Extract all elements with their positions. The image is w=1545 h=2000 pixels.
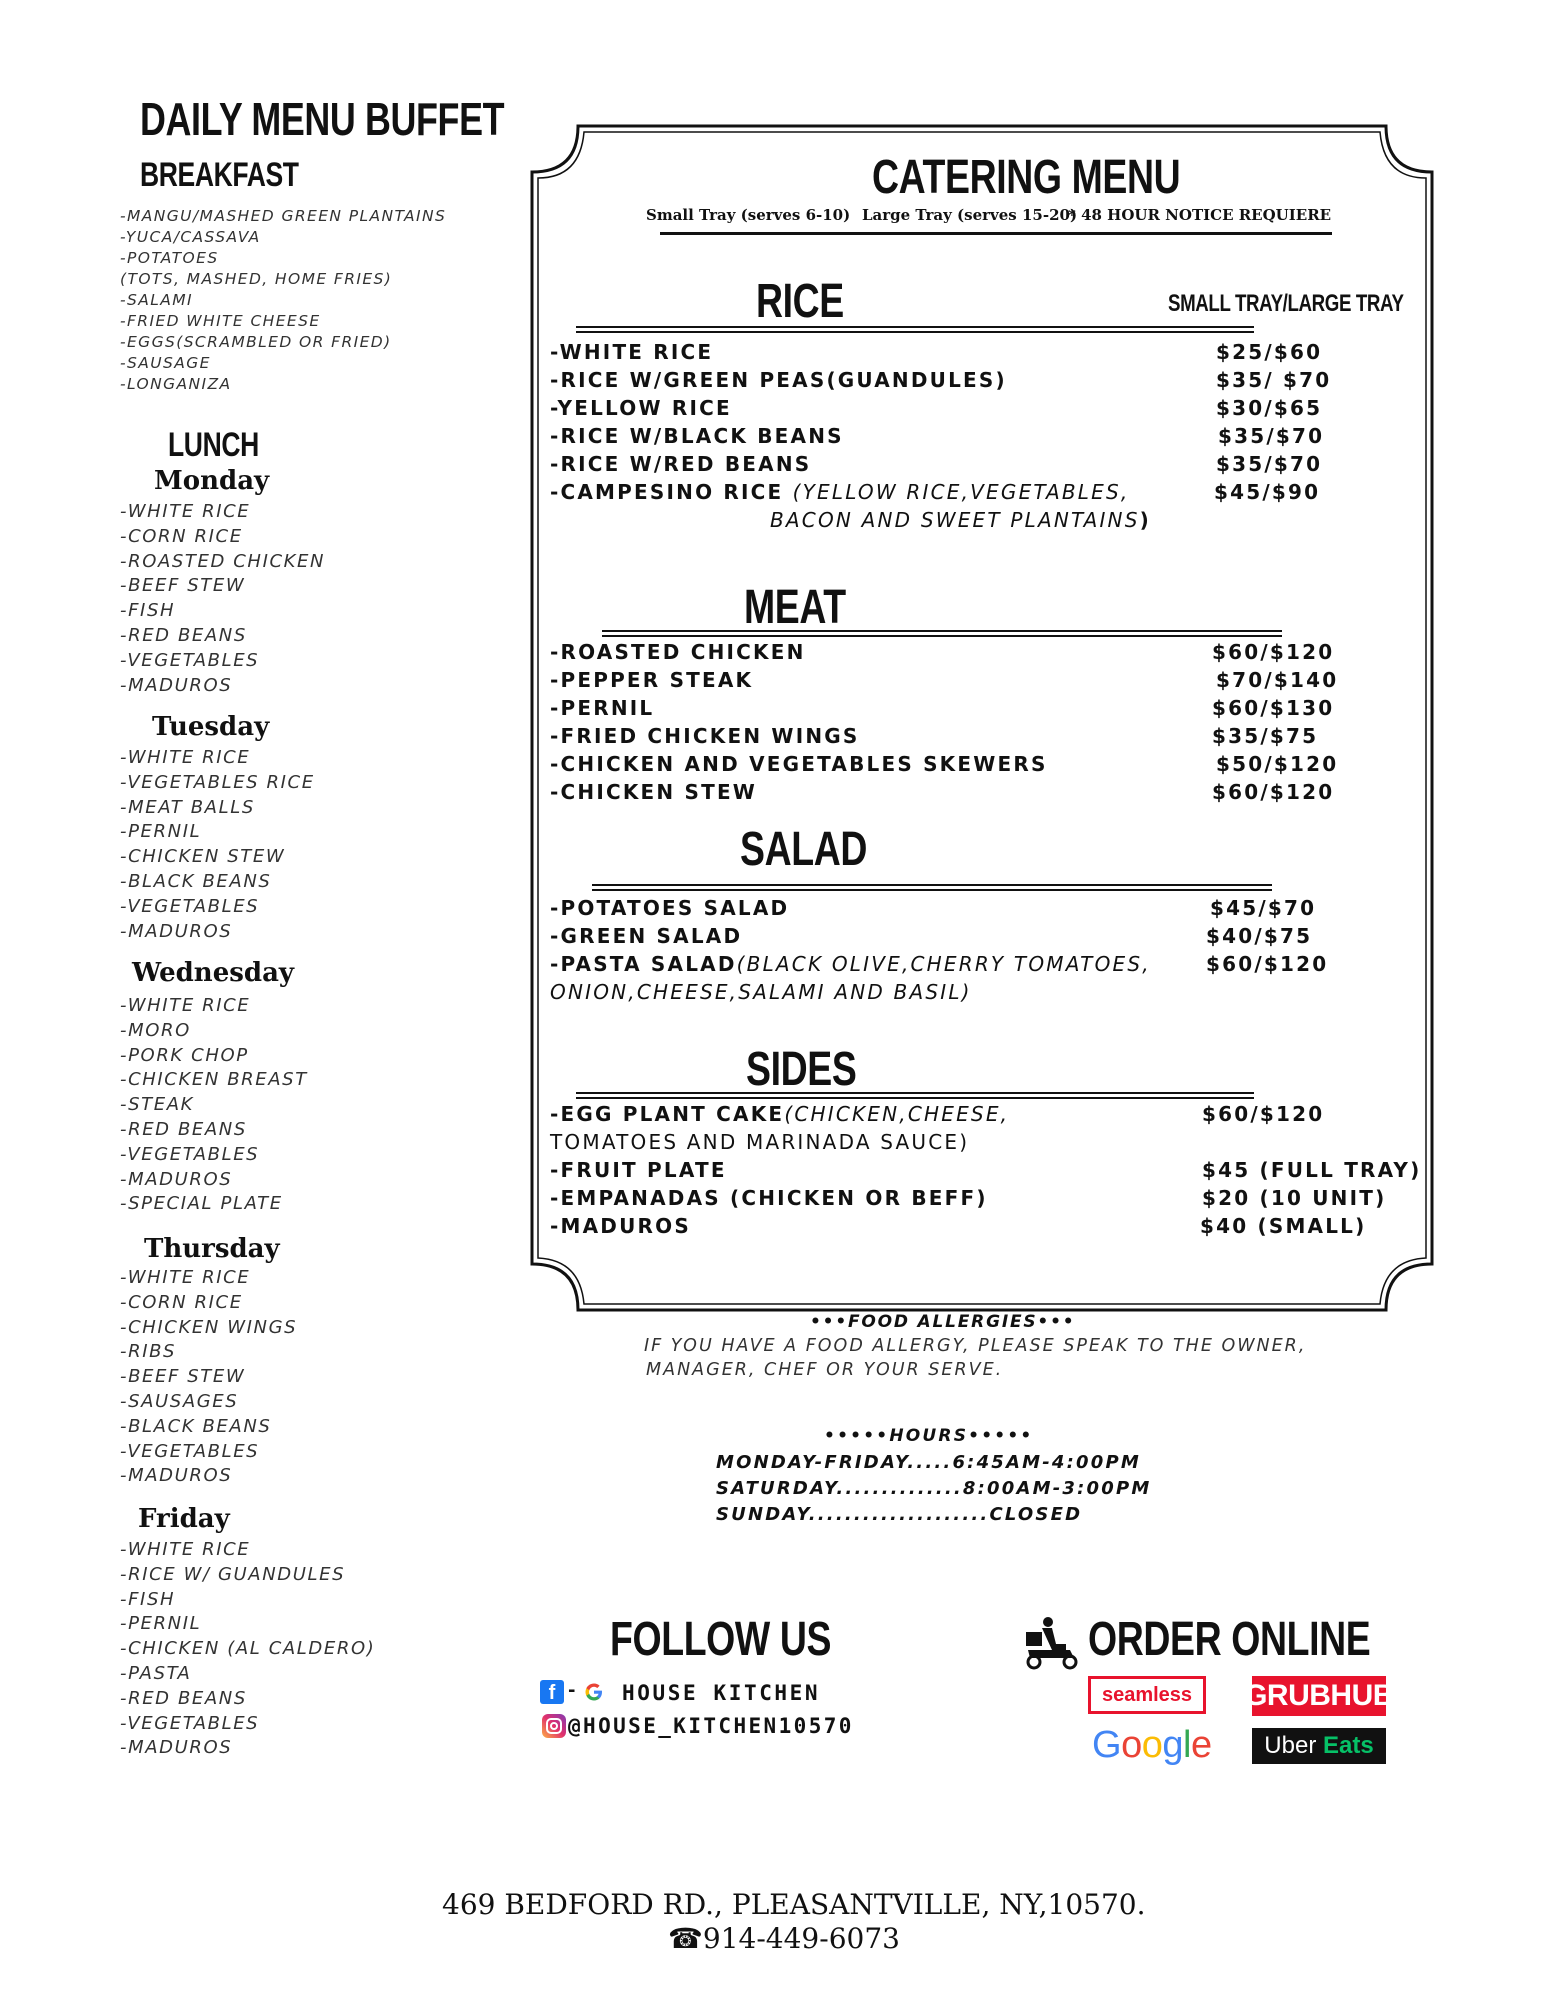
list-item: -LONGANIZA — [120, 375, 232, 393]
daily-menu-title: DAILY MENU BUFFET — [140, 93, 505, 145]
list-item: -ROASTED CHICKEN — [120, 550, 326, 572]
section-title-salad: SALAD — [740, 823, 868, 876]
item-price: $35/$75 — [1212, 724, 1319, 748]
facebook-google-handle[interactable]: HOUSE KITCHEN — [622, 1681, 821, 1705]
google-icon[interactable] — [582, 1680, 606, 1704]
list-item: -WHITE RICE — [120, 995, 251, 1016]
section-rule — [602, 630, 1282, 637]
section-title-meat: MEAT — [744, 581, 846, 634]
section-title-rice: RICE — [756, 275, 844, 328]
item-name-text: -EGG PLANT CAKE — [550, 1102, 785, 1126]
menu-item — [550, 452, 1430, 480]
item-price: $25/$60 — [1216, 340, 1323, 364]
list-item: -RIBS — [120, 1341, 177, 1363]
menu-item — [550, 640, 1430, 668]
item-name: -CHICKEN STEW — [550, 780, 758, 804]
list-item: -WHITE RICE — [120, 501, 251, 522]
menu-item-continued — [550, 980, 1430, 1008]
menu-item — [550, 340, 1430, 368]
item-price: $35/ $70 — [1216, 368, 1332, 392]
delivery-scooter-icon — [1022, 1616, 1082, 1672]
hours-line: SUNDAY....................CLOSED — [716, 1504, 1083, 1525]
menu-item — [550, 752, 1430, 780]
item-price: $35/$70 — [1218, 424, 1325, 448]
item-price: $35/$70 — [1216, 452, 1323, 476]
section-rule — [576, 1092, 1254, 1099]
list-item: -SAUSAGES — [120, 1390, 239, 1412]
list-item: -BLACK BEANS — [120, 870, 272, 892]
list-item: -CHICKEN BREAST — [120, 1069, 308, 1091]
item-name — [550, 480, 1129, 504]
item-name: -RICE W/RED BEANS — [550, 452, 812, 476]
menu-item — [550, 1102, 1430, 1130]
list-item: -WHITE RICE — [120, 747, 251, 768]
allergies-title: •••FOOD ALLERGIES••• — [810, 1312, 1076, 1332]
menu-item — [550, 924, 1430, 952]
list-item: -MADUROS — [120, 1168, 233, 1190]
catering-title: CATERING MENU — [872, 151, 1181, 204]
list-item: -MADUROS — [120, 674, 233, 696]
menu-item — [550, 1186, 1430, 1214]
menu-item — [550, 368, 1430, 396]
list-item: -PERNIL — [120, 1613, 202, 1635]
menu-item — [550, 696, 1430, 724]
list-item: -MADUROS — [120, 920, 233, 942]
uber-text: Uber — [1264, 1732, 1317, 1759]
list-item: -VEGETABLES RICE — [120, 771, 315, 793]
list-item: -WHITE RICE — [120, 1539, 251, 1560]
list-item: -CORN RICE — [120, 1291, 243, 1313]
list-item: -MANGU/MASHED GREEN PLANTAINS — [120, 207, 447, 225]
header-divider — [660, 232, 1332, 235]
menu-item — [550, 896, 1430, 924]
list-item: -SALAMI — [120, 291, 194, 309]
friday-list — [120, 1538, 375, 1761]
item-name — [550, 952, 1151, 976]
item-price: $60/$130 — [1212, 696, 1335, 720]
list-item: -VEGETABLES — [120, 649, 260, 671]
item-price: $70/$140 — [1216, 668, 1339, 692]
menu-item-continued — [770, 508, 1545, 536]
list-item: -VEGETABLES — [120, 895, 260, 917]
list-item: -PERNIL — [120, 821, 202, 843]
footer-address: 469 BEDFORD RD., PLEASANTVILLE, NY,10570. — [442, 1888, 1146, 1921]
list-item: -CORN RICE — [120, 525, 243, 547]
hours-line: MONDAY-FRIDAY.....6:45AM-4:00PM — [716, 1452, 1142, 1473]
list-item: (TOTS, MASHED, HOME FRIES) — [120, 270, 393, 288]
list-item: -BEEF STEW — [120, 1366, 246, 1388]
order-online-title: ORDER ONLINE — [1088, 1613, 1371, 1666]
monday-list — [120, 500, 325, 698]
item-name: -GREEN SALAD — [550, 924, 743, 948]
menu-item — [550, 396, 1430, 424]
hours-title: •••••HOURS••••• — [824, 1426, 1034, 1446]
item-price: $60/$120 — [1212, 780, 1335, 804]
list-item: -FISH — [120, 600, 176, 622]
item-name: -MADUROS — [550, 1214, 691, 1238]
item-name: -ROASTED CHICKEN — [550, 640, 806, 664]
section-title-sides: SIDES — [746, 1043, 857, 1096]
item-name: -PEPPER STEAK — [550, 668, 754, 692]
item-description: (CHICKEN,CHEESE, — [784, 1102, 1010, 1126]
item-description: (YELLOW RICE,VEGETABLES, — [792, 480, 1130, 504]
day-title-friday: Friday — [138, 1504, 230, 1534]
item-description: ONION,CHEESE,SALAMI AND BASIL) — [550, 980, 972, 1004]
grubhub-logo[interactable]: GRUBHUB — [1252, 1676, 1386, 1716]
google-logo[interactable]: Google — [1092, 1724, 1212, 1766]
tray-header: SMALL TRAY/LARGE TRAY — [1168, 290, 1404, 317]
lunch-title: LUNCH — [168, 426, 259, 464]
menu-item — [550, 668, 1430, 696]
list-item: -PORK CHOP — [120, 1044, 249, 1066]
instagram-handle[interactable]: @HOUSE_KITCHEN10570 — [568, 1714, 854, 1738]
tuesday-list — [120, 746, 315, 944]
instagram-icon[interactable] — [542, 1714, 566, 1738]
list-item: -BEEF STEW — [120, 575, 246, 597]
large-tray-note: Large Tray (serves 15-20) — [862, 206, 1078, 224]
day-title-monday: Monday — [154, 466, 270, 496]
list-item: -STEAK — [120, 1094, 195, 1116]
menu-item — [550, 1214, 1430, 1242]
phone-icon: ☎ — [668, 1922, 703, 1955]
item-price: $45/$90 — [1214, 480, 1321, 504]
list-item: -WHITE RICE — [120, 1267, 251, 1288]
wednesday-list — [120, 994, 308, 1217]
item-name: -FRUIT PLATE — [550, 1158, 727, 1182]
item-price: $20 (10 UNIT) — [1202, 1186, 1387, 1210]
breakfast-list — [120, 206, 446, 395]
menu-item — [550, 724, 1430, 752]
dash-separator: - — [568, 1680, 576, 1701]
section-rule — [592, 884, 1272, 891]
allergies-line-2: MANAGER, CHEF OR YOUR SERVE. — [646, 1360, 1004, 1380]
phone-number: 914-449-6073 — [702, 1922, 900, 1955]
menu-item — [550, 780, 1430, 808]
item-description-close: ) — [1139, 508, 1151, 532]
item-name: -POTATOES SALAD — [550, 896, 790, 920]
list-item: -POTATOES — [120, 249, 219, 267]
list-item: -RED BEANS — [120, 1118, 247, 1140]
day-title-tuesday: Tuesday — [152, 712, 270, 742]
item-name: -YELLOW RICE — [550, 396, 732, 420]
menu-item — [550, 480, 1430, 508]
item-price: $50/$120 — [1216, 752, 1339, 776]
follow-us-title: FOLLOW US — [610, 1613, 832, 1666]
item-price: $40 (SMALL) — [1200, 1214, 1367, 1238]
item-description: (BLACK OLIVE,CHERRY TOMATOES, — [736, 952, 1151, 976]
section-rule — [576, 326, 1254, 333]
item-name: -RICE W/BLACK BEANS — [550, 424, 844, 448]
item-price: $40/$75 — [1206, 924, 1313, 948]
list-item: -FISH — [120, 1588, 176, 1610]
list-item: -MADUROS — [120, 1465, 233, 1487]
eats-text: Eats — [1323, 1732, 1374, 1759]
item-price: $60/$120 — [1206, 952, 1329, 976]
list-item: -MORO — [120, 1019, 191, 1041]
item-price: $60/$120 — [1212, 640, 1335, 664]
allergies-line-1: IF YOU HAVE A FOOD ALLERGY, PLEASE SPEAK TO THE OWNER, — [644, 1336, 1307, 1356]
list-item: -PASTA — [120, 1662, 192, 1684]
list-item: -CHICKEN (AL CALDERO) — [120, 1638, 376, 1660]
day-title-wednesday: Wednesday — [132, 958, 295, 988]
list-item: -MEAT BALLS — [120, 796, 255, 818]
menu-item-continued — [550, 1130, 1430, 1158]
item-price: $45/$70 — [1210, 896, 1317, 920]
item-name-text: -PASTA SALAD — [550, 952, 737, 976]
small-tray-note: Small Tray (serves 6-10) — [646, 206, 851, 224]
menu-item — [550, 424, 1430, 452]
list-item: -VEGETABLES — [120, 1712, 260, 1734]
item-name: -EMPANADAS (CHICKEN OR BEFF) — [550, 1186, 988, 1210]
list-item: -SAUSAGE — [120, 354, 211, 372]
list-item: -RED BEANS — [120, 1687, 247, 1709]
item-name: -CHICKEN AND VEGETABLES SKEWERS — [550, 752, 1048, 776]
menu-item — [550, 952, 1430, 980]
list-item: -VEGETABLES — [120, 1143, 260, 1165]
item-description-line: BACON AND SWEET PLANTAINS — [770, 508, 1140, 532]
item-price: $30/$65 — [1216, 396, 1323, 420]
list-item: -CHICKEN STEW — [120, 846, 286, 868]
seamless-logo[interactable]: seamless — [1088, 1676, 1206, 1714]
list-item: -RICE W/ GUANDULES — [120, 1563, 346, 1585]
list-item: -YUCA/CASSAVA — [120, 228, 261, 246]
day-title-thursday: Thursday — [144, 1234, 280, 1264]
item-name: -WHITE RICE — [550, 340, 714, 364]
list-item: -FRIED WHITE CHEESE — [120, 312, 321, 330]
facebook-icon[interactable]: f — [540, 1680, 564, 1704]
item-name: -RICE W/GREEN PEAS(GUANDULES) — [550, 368, 1007, 392]
menu-item — [550, 1158, 1430, 1186]
thursday-list — [120, 1266, 297, 1489]
item-description — [770, 508, 1151, 532]
item-name: -FRIED CHICKEN WINGS — [550, 724, 860, 748]
item-price: $60/$120 — [1202, 1102, 1325, 1126]
list-item: -MADUROS — [120, 1737, 233, 1759]
list-item: -RED BEANS — [120, 624, 247, 646]
breakfast-title: BREAKFAST — [140, 156, 299, 194]
item-name: -PERNIL — [550, 696, 655, 720]
item-price: $45 (FULL TRAY) — [1202, 1158, 1422, 1182]
footer-phone — [668, 1922, 900, 1955]
uber-eats-logo[interactable] — [1252, 1728, 1386, 1764]
list-item: -BLACK BEANS — [120, 1415, 272, 1437]
notice-note: * 48 HOUR NOTICE REQUIERE — [1068, 206, 1332, 224]
item-name-text: -CAMPESINO RICE — [550, 480, 784, 504]
list-item: -SPECIAL PLATE — [120, 1193, 283, 1215]
item-description: TOMATOES AND MARINADA SAUCE) — [550, 1130, 970, 1154]
item-name — [550, 1102, 1009, 1126]
list-item: -VEGETABLES — [120, 1440, 260, 1462]
list-item: -EGGS(SCRAMBLED OR FRIED) — [120, 333, 392, 351]
list-item: -CHICKEN WINGS — [120, 1316, 298, 1338]
hours-line: SATURDAY..............8:00AM-3:00PM — [716, 1478, 1152, 1499]
